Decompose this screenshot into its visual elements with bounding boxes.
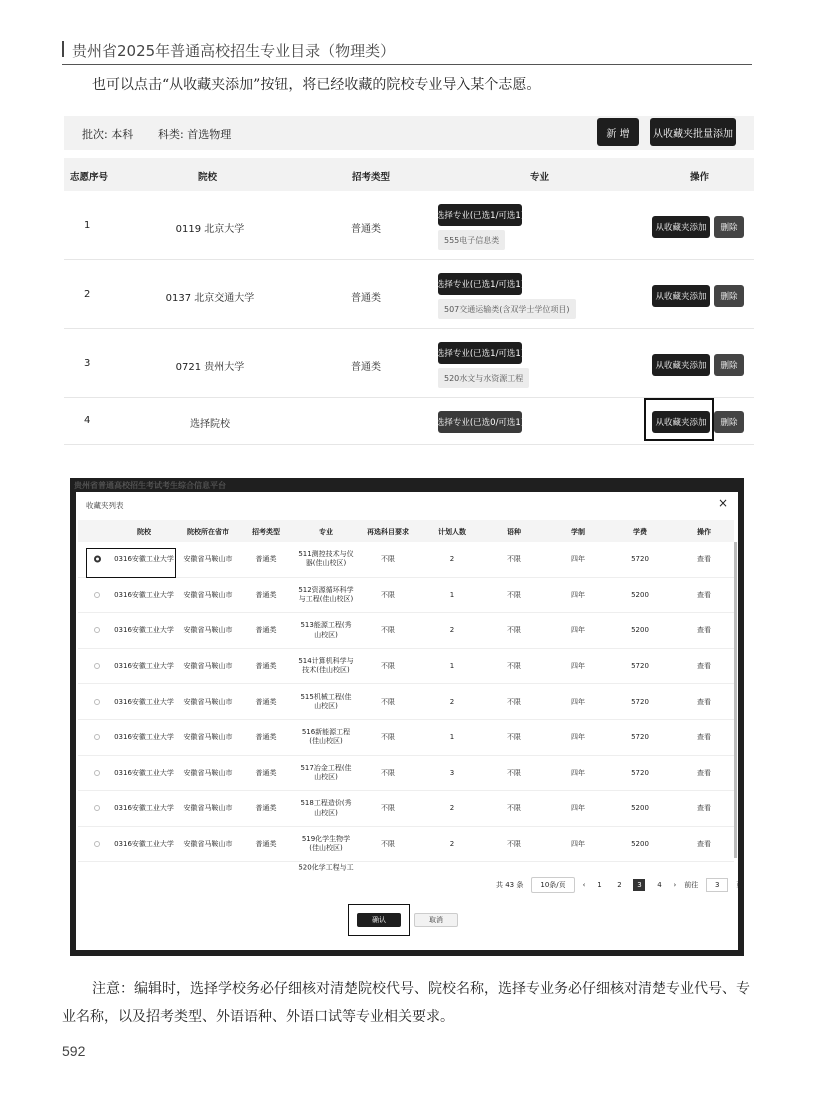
modal-table-row[interactable] xyxy=(78,756,734,792)
delete-button[interactable]: 删除 xyxy=(714,354,744,376)
row-index: 1 xyxy=(84,220,91,231)
cell-op[interactable]: 查看 xyxy=(697,697,711,706)
cell-major: 513能源工程(秀山校区) xyxy=(300,621,352,639)
add-from-favorites-button[interactable]: 从收藏夹添加 xyxy=(652,285,710,307)
cell-fee: 5720 xyxy=(631,733,649,742)
add-from-favorites-button[interactable]: 从收藏夹添加 xyxy=(652,411,710,433)
goto-label: 前往 xyxy=(684,881,699,889)
col-ops: 操作 xyxy=(697,528,711,536)
cell-plan: 1 xyxy=(449,590,455,599)
page-2[interactable]: 2 xyxy=(617,881,622,889)
page-1[interactable]: 1 xyxy=(597,881,602,889)
cell-years: 四年 xyxy=(571,662,585,671)
platform-title: 贵州省普通高校招生考试考生综合信息平台 xyxy=(74,481,226,490)
cell-plan: 2 xyxy=(449,626,455,635)
modal-table-row[interactable] xyxy=(78,684,734,720)
col-type: 招考类型 xyxy=(352,172,391,183)
col-plan: 计划人数 xyxy=(438,528,466,536)
modal-table-row[interactable] xyxy=(78,542,734,578)
row-school: 0119 北京大学 xyxy=(175,224,245,235)
col-major: 专业 xyxy=(319,528,333,536)
prev-page-button[interactable]: ‹ xyxy=(582,881,586,889)
cell-lang: 不限 xyxy=(507,697,521,706)
major-tag: 520水文与水资源工程 xyxy=(438,368,529,388)
cell-years: 四年 xyxy=(571,626,585,635)
cell-years: 四年 xyxy=(571,733,585,742)
cell-major: 520化学工程与工 xyxy=(298,863,354,872)
cell-plan: 2 xyxy=(449,555,455,564)
cell-school: 0316安徽工业大学 xyxy=(114,840,174,849)
cell-plan: 1 xyxy=(449,662,455,671)
col-ops: 操作 xyxy=(690,172,710,183)
confirm-button[interactable]: 确认 xyxy=(357,913,401,927)
select-major-button[interactable]: 选择专业(已选1/可选1) xyxy=(438,273,522,295)
col-language: 语种 xyxy=(507,528,521,536)
cell-location: 安徽省马鞍山市 xyxy=(183,590,233,599)
modal-table-row[interactable] xyxy=(78,862,734,874)
cell-fee: 5720 xyxy=(631,697,649,706)
row-type: 普通类 xyxy=(351,362,381,373)
cancel-button[interactable]: 取消 xyxy=(414,913,458,927)
cell-school: 0316安徽工业大学 xyxy=(114,626,174,635)
cell-plan: 2 xyxy=(449,804,455,813)
cell-lang: 不限 xyxy=(507,768,521,777)
cell-req: 不限 xyxy=(381,697,395,706)
batch-label: 批次: 本科 xyxy=(82,128,134,141)
row-school: 0721 贵州大学 xyxy=(175,362,245,373)
modal-table-row[interactable] xyxy=(78,613,734,649)
note-text: 注意：编辑时，选择学校务必仔细核对清楚院校代号、院校名称，选择专业务必仔细核对清楚专业代号、专业名称，以及招考类型、外语语种、外语口试等专业相关要求。 xyxy=(62,981,750,1025)
cell-fee: 5720 xyxy=(631,555,649,564)
cell-plan: 2 xyxy=(449,697,455,706)
next-page-button[interactable]: › xyxy=(673,881,677,889)
cell-years: 四年 xyxy=(571,697,585,706)
select-major-button[interactable]: 选择专业(已选0/可选1) xyxy=(438,411,522,433)
cell-school: 0316安徽工业大学 xyxy=(114,590,174,599)
select-major-button[interactable]: 选择专业(已选1/可选1) xyxy=(438,342,522,364)
modal-table-row[interactable] xyxy=(78,649,734,685)
row-index: 2 xyxy=(84,289,91,300)
cell-plan: 1 xyxy=(449,733,455,742)
cell-fee: 5200 xyxy=(631,626,649,635)
cell-req: 不限 xyxy=(381,555,395,564)
add-from-favorites-button[interactable]: 从收藏夹添加 xyxy=(652,216,710,238)
radio-button[interactable] xyxy=(94,699,100,705)
cell-type: 普通类 xyxy=(255,590,277,599)
col-requirement: 再选科目要求 xyxy=(367,528,409,536)
goto-page-input[interactable]: 3 xyxy=(706,878,728,892)
cell-type: 普通类 xyxy=(255,697,277,706)
add-from-favorites-button[interactable]: 从收藏夹添加 xyxy=(652,354,710,376)
cell-major: 519化学生物学(佳山校区) xyxy=(301,835,351,853)
radio-button[interactable] xyxy=(94,592,100,598)
delete-button[interactable]: 删除 xyxy=(714,285,744,307)
modal-table-row[interactable] xyxy=(78,791,734,827)
close-icon[interactable]: × xyxy=(717,496,728,510)
cell-op[interactable]: 查看 xyxy=(697,733,711,742)
cell-op[interactable]: 查看 xyxy=(697,804,711,813)
cell-lang: 不限 xyxy=(507,555,521,564)
cell-lang: 不限 xyxy=(507,662,521,671)
pagination xyxy=(496,877,743,893)
radio-button[interactable] xyxy=(94,663,100,669)
volunteer-panel xyxy=(64,116,754,446)
page-size-select[interactable]: 10条/页 xyxy=(531,877,574,893)
total-count: 共 43 条 xyxy=(496,881,524,889)
cell-type: 普通类 xyxy=(255,768,277,777)
page-4[interactable]: 4 xyxy=(657,881,662,889)
cell-req: 不限 xyxy=(381,662,395,671)
modal-table-row[interactable] xyxy=(78,578,734,614)
row-school: 0137 北京交通大学 xyxy=(165,293,255,304)
cell-req: 不限 xyxy=(381,590,395,599)
panel-toolbar xyxy=(64,116,754,150)
cell-location: 安徽省马鞍山市 xyxy=(183,555,233,564)
radio-button[interactable] xyxy=(94,627,100,633)
cell-lang: 不限 xyxy=(507,804,521,813)
goto-unit: 页 xyxy=(736,881,744,889)
header-bar xyxy=(62,41,64,57)
cell-lang: 不限 xyxy=(507,840,521,849)
cell-type: 普通类 xyxy=(255,804,277,813)
cell-req: 不限 xyxy=(381,768,395,777)
header-divider xyxy=(62,64,752,65)
highlight-box xyxy=(644,398,714,441)
col-idx: 志愿序号 xyxy=(70,172,109,183)
new-button[interactable]: 新 增 xyxy=(597,118,639,146)
modal-table-row[interactable] xyxy=(78,720,734,756)
cell-school: 0316安徽工业大学 xyxy=(114,733,174,742)
table-row xyxy=(64,192,754,260)
table-row xyxy=(64,330,754,398)
cell-school: 0316安徽工业大学 xyxy=(114,697,174,706)
page-number: 592 xyxy=(62,1043,86,1059)
cell-op[interactable]: 查看 xyxy=(697,662,711,671)
delete-button[interactable]: 删除 xyxy=(714,411,744,433)
cell-major: 514计算机科学与技术(佳山校区) xyxy=(298,657,354,675)
cell-op[interactable]: 查看 xyxy=(697,840,711,849)
cell-req: 不限 xyxy=(381,840,395,849)
table-row xyxy=(64,261,754,329)
cell-years: 四年 xyxy=(571,840,585,849)
select-major-button[interactable]: 选择专业(已选1/可选1) xyxy=(438,204,522,226)
cell-op[interactable]: 查看 xyxy=(697,590,711,599)
cell-major: 518工程造价(秀山校区) xyxy=(300,799,352,817)
cell-years: 四年 xyxy=(571,768,585,777)
cell-school: 0316安徽工业大学 xyxy=(114,804,174,813)
cell-plan: 3 xyxy=(449,768,455,777)
cell-school: 0316安徽工业大学 xyxy=(114,768,174,777)
major-tag: 555电子信息类 xyxy=(438,230,505,250)
cell-req: 不限 xyxy=(381,804,395,813)
cell-plan: 2 xyxy=(449,840,455,849)
batch-add-from-favorites-button[interactable]: 从收藏夹批量添加 xyxy=(650,118,736,146)
scrollbar[interactable] xyxy=(734,542,737,858)
page-3-current[interactable]: 3 xyxy=(633,879,645,891)
col-location: 院校所在省市 xyxy=(187,528,229,536)
row-index: 4 xyxy=(84,415,91,426)
favorites-modal xyxy=(76,492,744,950)
major-tag: 507交通运输类(含双学士学位项目) xyxy=(438,299,576,319)
selection-highlight-box xyxy=(86,548,176,578)
col-school: 院校 xyxy=(198,172,218,183)
cell-major: 517冶金工程(佳山校区) xyxy=(300,763,352,781)
col-major: 专业 xyxy=(530,172,550,183)
radio-button[interactable] xyxy=(94,770,100,776)
favorites-modal-screenshot xyxy=(70,478,744,956)
table-header xyxy=(64,158,754,191)
row-type: 普通类 xyxy=(351,224,381,235)
cell-lang: 不限 xyxy=(507,733,521,742)
cell-req: 不限 xyxy=(381,626,395,635)
cell-major: 515机械工程(佳山校区) xyxy=(300,692,352,710)
cell-req: 不限 xyxy=(381,733,395,742)
row-index: 3 xyxy=(84,358,91,369)
cell-location: 安徽省马鞍山市 xyxy=(183,626,233,635)
cell-fee: 5200 xyxy=(631,590,649,599)
cell-fee: 5720 xyxy=(631,768,649,777)
cell-major: 516新能源工程(佳山校区) xyxy=(301,728,351,746)
select-school-link[interactable]: 选择院校 xyxy=(190,419,230,430)
cell-major: 512资源循环科学与工程(佳山校区) xyxy=(298,585,354,603)
modal-table-row[interactable] xyxy=(78,827,734,863)
cell-school: 0316安徽工业大学 xyxy=(114,555,174,564)
radio-button[interactable] xyxy=(94,734,100,740)
cell-location: 安徽省马鞍山市 xyxy=(183,662,233,671)
cell-type: 普通类 xyxy=(255,662,277,671)
subject-label: 科类: 首选物理 xyxy=(158,128,232,141)
radio-button[interactable] xyxy=(94,841,100,847)
radio-button[interactable] xyxy=(94,805,100,811)
intro-text: 也可以点击“从收藏夹添加”按钮，将已经收藏的院校专业导入某个志愿。 xyxy=(92,77,541,93)
col-years: 学制 xyxy=(571,528,585,536)
cell-years: 四年 xyxy=(571,804,585,813)
cell-type: 普通类 xyxy=(255,555,277,564)
cell-fee: 5200 xyxy=(631,804,649,813)
col-school: 院校 xyxy=(137,528,151,536)
col-fee: 学费 xyxy=(633,528,647,536)
cell-type: 普通类 xyxy=(255,733,277,742)
cell-fee: 5720 xyxy=(631,662,649,671)
delete-button[interactable]: 删除 xyxy=(714,216,744,238)
cell-location: 安徽省马鞍山市 xyxy=(183,733,233,742)
modal-title: 收藏夹列表 xyxy=(86,501,124,510)
cell-type: 普通类 xyxy=(255,840,277,849)
cell-years: 四年 xyxy=(571,590,585,599)
cell-fee: 5200 xyxy=(631,840,649,849)
cell-location: 安徽省马鞍山市 xyxy=(183,804,233,813)
cell-major: 511测控技术与仪器(佳山校区) xyxy=(298,550,354,568)
cell-lang: 不限 xyxy=(507,626,521,635)
cell-location: 安徽省马鞍山市 xyxy=(183,768,233,777)
cell-op[interactable]: 查看 xyxy=(697,626,711,635)
col-type: 招考类型 xyxy=(252,528,280,536)
cell-location: 安徽省马鞍山市 xyxy=(183,697,233,706)
cell-lang: 不限 xyxy=(507,590,521,599)
cell-op[interactable]: 查看 xyxy=(697,768,711,777)
modal-table-header xyxy=(78,520,734,542)
cell-years: 四年 xyxy=(571,555,585,564)
cell-school: 0316安徽工业大学 xyxy=(114,662,174,671)
cell-op[interactable]: 查看 xyxy=(697,555,711,564)
row-type: 普通类 xyxy=(351,293,381,304)
cell-type: 普通类 xyxy=(255,626,277,635)
cell-location: 安徽省马鞍山市 xyxy=(183,840,233,849)
page-header-title: 贵州省2025年普通高校招生专业目录（物理类） xyxy=(72,42,396,60)
